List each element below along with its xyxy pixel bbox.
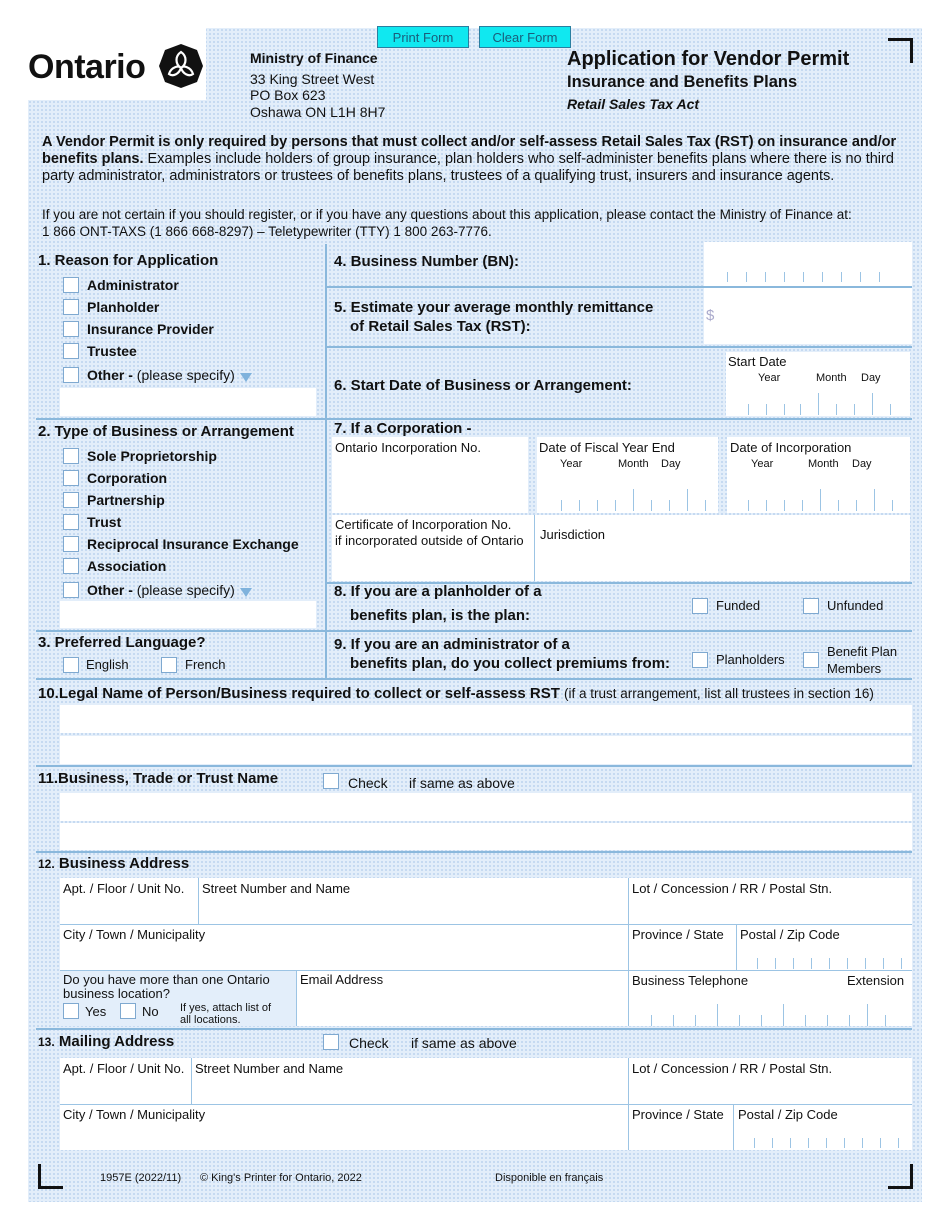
digit-separator-tick xyxy=(727,272,728,282)
digit-separator-tick xyxy=(765,272,766,282)
m-apt-label: Apt. / Floor / Unit No. xyxy=(63,1061,185,1076)
digit-separator-tick xyxy=(808,1138,809,1148)
section10-number: 10. xyxy=(38,685,59,702)
intro-paragraph xyxy=(42,134,912,185)
digit-separator-tick xyxy=(827,1015,828,1026)
digit-separator-tick xyxy=(849,1015,850,1026)
planholder-checkbox[interactable] xyxy=(63,299,79,315)
administrator-checkbox[interactable] xyxy=(63,277,79,293)
mailing-same-label: if same as above xyxy=(411,1035,517,1051)
digit-separator-tick xyxy=(901,958,902,969)
legal-name-input-line2[interactable] xyxy=(60,736,912,764)
more-locations-line1: Do you have more than one Ontario xyxy=(63,972,270,987)
m-lot-label: Lot / Concession / RR / Postal Stn. xyxy=(632,1061,833,1076)
print-form-button[interactable]: Print Form xyxy=(377,26,469,48)
currency-symbol: $ xyxy=(706,307,715,324)
digit-separator-tick xyxy=(687,489,688,511)
attach-list-line2: all locations. xyxy=(180,1014,241,1026)
inc-day-label: Day xyxy=(852,458,872,470)
unfunded-checkbox[interactable] xyxy=(803,598,819,614)
b-postal-input[interactable] xyxy=(737,944,912,970)
business-other-label xyxy=(87,582,235,598)
business-other-text: Other - xyxy=(87,582,133,598)
digit-separator-tick xyxy=(766,500,767,511)
b-prov-input[interactable] xyxy=(629,944,736,970)
fiscal-month-label: Month xyxy=(618,458,649,470)
digit-separator-tick xyxy=(829,958,830,969)
french-availability: Disponible en français xyxy=(495,1172,604,1184)
form-code: 1957E (2022/11) xyxy=(100,1172,182,1184)
digit-separator-tick xyxy=(705,500,706,511)
certificate-divider xyxy=(534,515,535,581)
trustee-checkbox[interactable] xyxy=(63,343,79,359)
section1-title: 1. Reason for Application xyxy=(38,252,219,269)
reason-other-text: Other - xyxy=(87,367,133,383)
planholders-checkbox[interactable] xyxy=(692,652,708,668)
section6-title: 6. Start Date of Business or Arrangement: xyxy=(334,377,632,394)
section10-text: Legal Name of Person/Business required to collect or self-assess RST xyxy=(58,685,560,702)
monthly-remittance-input[interactable] xyxy=(704,288,912,344)
corporation-checkbox[interactable] xyxy=(63,470,79,486)
digit-separator-tick xyxy=(844,1138,845,1148)
b-email-label: Email Address xyxy=(300,972,384,987)
divider-s2 xyxy=(36,630,326,632)
digit-separator-tick xyxy=(669,500,670,511)
ministry-name: Ministry of Finance xyxy=(250,50,378,66)
b-street-input[interactable] xyxy=(199,898,628,924)
business-other-input[interactable] xyxy=(60,601,316,628)
digit-separator-tick xyxy=(772,1138,773,1148)
funded-label: Funded xyxy=(716,598,761,613)
english-label: English xyxy=(86,657,129,672)
more-locations-no-label: No xyxy=(142,1004,159,1019)
m-postal-input[interactable] xyxy=(734,1124,912,1150)
m-row1-divider xyxy=(60,1104,912,1105)
b-extension-label: Extension xyxy=(847,973,905,988)
form-title: Application for Vendor Permit xyxy=(567,48,850,70)
more-locations-no-checkbox[interactable] xyxy=(120,1003,136,1019)
b-street-label: Street Number and Name xyxy=(202,881,351,896)
digit-separator-tick xyxy=(860,272,861,282)
french-label: French xyxy=(185,657,226,672)
digit-separator-tick xyxy=(766,404,767,415)
trust-label: Trust xyxy=(87,514,122,530)
trillium-logo-icon xyxy=(157,42,205,90)
contact-line2: 1 866 ONT-TAXS (1 866 668-8297) – Teletypewriter (TTY) 1 800 263-7776. xyxy=(42,224,492,239)
digit-separator-tick xyxy=(874,489,875,511)
digit-separator-tick xyxy=(775,958,776,969)
digit-separator-tick xyxy=(856,500,857,511)
digit-separator-tick xyxy=(784,404,785,415)
trade-name-input-line2[interactable] xyxy=(60,823,912,850)
b-phone-input[interactable] xyxy=(629,990,912,1026)
reason-other-input[interactable] xyxy=(60,388,316,416)
b-city-label: City / Town / Municipality xyxy=(63,927,206,942)
corner-mark-bottom-right xyxy=(888,1164,913,1189)
reason-other-specify: (please specify) xyxy=(136,367,235,383)
planholders-label: Planholders xyxy=(716,652,785,667)
m-city-label: City / Town / Municipality xyxy=(63,1107,206,1122)
clear-form-button[interactable]: Clear Form xyxy=(479,26,571,48)
reciprocal-insurance-label: Reciprocal Insurance Exchange xyxy=(87,536,299,552)
funded-checkbox[interactable] xyxy=(692,598,708,614)
benefit-plan-label-line1: Benefit Plan xyxy=(827,644,898,659)
b-lot-label: Lot / Concession / RR / Postal Stn. xyxy=(632,881,833,896)
divider-s5 xyxy=(326,346,912,348)
m-lot-input[interactable] xyxy=(629,1078,912,1104)
business-number-input[interactable] xyxy=(704,242,912,286)
digit-separator-tick xyxy=(793,958,794,969)
attach-list-line1: If yes, attach list of xyxy=(180,1002,272,1014)
digit-separator-tick xyxy=(862,1138,863,1148)
section12-title xyxy=(38,855,189,872)
incorporation-date-label: Date of Incorporation xyxy=(730,440,852,455)
mailing-check-label: Check xyxy=(349,1035,389,1051)
trust-checkbox[interactable] xyxy=(63,514,79,530)
more-locations-line2: business location? xyxy=(63,986,170,1001)
digit-separator-tick xyxy=(673,1015,674,1026)
section5-title-line2: of Retail Sales Tax (RST): xyxy=(350,318,531,335)
divider-s10 xyxy=(36,765,912,767)
section10-title xyxy=(38,685,874,702)
digit-separator-tick xyxy=(739,1015,740,1026)
trustee-label: Trustee xyxy=(87,343,137,359)
b-email-input[interactable] xyxy=(297,990,628,1026)
start-month-label: Month xyxy=(816,372,847,384)
section4-title: 4. Business Number (BN): xyxy=(334,253,520,270)
digit-separator-tick xyxy=(880,1138,881,1148)
digit-separator-tick xyxy=(898,1138,899,1148)
insurance-provider-label: Insurance Provider xyxy=(87,321,214,337)
trade-name-same-label: if same as above xyxy=(409,775,515,791)
digit-separator-tick xyxy=(783,1004,784,1026)
partnership-label: Partnership xyxy=(87,492,165,508)
ontario-logo-text: Ontario xyxy=(28,48,146,86)
section3-title: 3. Preferred Language? xyxy=(38,634,206,651)
b-city-input[interactable] xyxy=(60,944,628,970)
association-checkbox[interactable] xyxy=(63,558,79,574)
reason-other-label xyxy=(87,367,235,383)
digit-separator-tick xyxy=(885,1015,886,1026)
more-locations-yes-label: Yes xyxy=(85,1004,107,1019)
digit-separator-tick xyxy=(822,272,823,282)
business-other-checkbox[interactable] xyxy=(63,582,79,598)
mailing-same-checkbox[interactable] xyxy=(323,1034,339,1050)
insurance-provider-checkbox[interactable] xyxy=(63,321,79,337)
digit-separator-tick xyxy=(784,272,785,282)
start-date-label: Start Date xyxy=(728,354,787,369)
m-street-label: Street Number and Name xyxy=(195,1061,344,1076)
m-city-input[interactable] xyxy=(60,1124,628,1150)
section5-title-line1: 5. Estimate your average monthly remittance xyxy=(334,299,654,316)
benefit-plan-members-checkbox[interactable] xyxy=(803,652,819,668)
digit-separator-tick xyxy=(757,958,758,969)
form-act: Retail Sales Tax Act xyxy=(567,96,700,112)
association-label: Association xyxy=(87,558,167,574)
section13-text: Mailing Address xyxy=(58,1033,175,1050)
digit-separator-tick xyxy=(805,1015,806,1026)
digit-separator-tick xyxy=(811,958,812,969)
b-row1-divider xyxy=(60,924,912,925)
form-subtitle: Insurance and Benefits Plans xyxy=(567,73,798,91)
fiscal-year-label: Year xyxy=(560,458,583,470)
partnership-checkbox[interactable] xyxy=(63,492,79,508)
b-apt-label: Apt. / Floor / Unit No. xyxy=(63,881,185,896)
section2-title: 2. Type of Business or Arrangement xyxy=(38,423,294,440)
digit-separator-tick xyxy=(597,500,598,511)
fiscal-year-end-label: Date of Fiscal Year End xyxy=(539,440,675,455)
section11-title xyxy=(38,770,278,787)
divider-s3-s9 xyxy=(36,678,912,680)
m-street-input[interactable] xyxy=(192,1078,628,1104)
digit-separator-tick xyxy=(826,1138,827,1148)
divider-s11 xyxy=(36,851,912,853)
section12-number: 12. xyxy=(38,857,55,871)
corner-mark-bottom-left xyxy=(38,1164,63,1189)
digit-separator-tick xyxy=(867,1004,868,1026)
jurisdiction-label: Jurisdiction xyxy=(540,527,606,542)
start-year-label: Year xyxy=(758,372,781,384)
digit-separator-tick xyxy=(761,1015,762,1026)
fiscal-day-label: Day xyxy=(661,458,681,470)
english-checkbox[interactable] xyxy=(63,657,79,673)
divider-s1 xyxy=(36,418,912,420)
digit-separator-tick xyxy=(854,404,855,415)
digit-separator-tick xyxy=(883,958,884,969)
section13-title xyxy=(38,1033,174,1050)
reason-other-checkbox[interactable] xyxy=(63,367,79,383)
start-day-label: Day xyxy=(861,372,881,384)
digit-separator-tick xyxy=(561,500,562,511)
section9-title-line2: benefits plan, do you collect premiums from: xyxy=(350,655,671,672)
digit-separator-tick xyxy=(836,404,837,415)
digit-separator-tick xyxy=(633,489,634,511)
corporation-label: Corporation xyxy=(87,470,168,486)
intro-bold-text: A Vendor Permit is only required by persons that must collect and/or self-assess Retail Sales Tax (RST) on insurance and/or benefits plans. xyxy=(42,134,897,167)
trade-name-input-line1[interactable] xyxy=(60,793,912,821)
digit-separator-tick xyxy=(754,1138,755,1148)
planholder-label: Planholder xyxy=(87,299,160,315)
b-prov-label: Province / State xyxy=(632,927,724,942)
unfunded-label: Unfunded xyxy=(827,598,884,613)
corner-mark-top-right xyxy=(888,38,913,63)
section12-text: Business Address xyxy=(58,855,190,872)
m-prov-label: Province / State xyxy=(632,1107,724,1122)
business-other-specify: (please specify) xyxy=(136,582,235,598)
digit-separator-tick xyxy=(579,500,580,511)
b-postal-label: Postal / Zip Code xyxy=(740,927,840,942)
section8-title-line1: 8. If you are a planholder of a xyxy=(334,583,542,600)
certificate-label-line1: Certificate of Incorporation No. xyxy=(335,517,512,532)
section10-note: (if a trust arrangement, list all trustees in section 16) xyxy=(564,686,874,701)
section11-text: Business, Trade or Trust Name xyxy=(58,770,279,787)
digit-separator-tick xyxy=(865,958,866,969)
m-prov-input[interactable] xyxy=(629,1124,733,1150)
more-locations-yes-checkbox[interactable] xyxy=(63,1003,79,1019)
digit-separator-tick xyxy=(695,1015,696,1026)
legal-name-input-line1[interactable] xyxy=(60,705,912,733)
digit-separator-tick xyxy=(746,272,747,282)
divider-s12 xyxy=(36,1028,912,1030)
b-apt-input[interactable] xyxy=(60,898,198,924)
contact-line1: If you are not certain if you should register, or if you have any questions about this application, please contact the Ministry of Finance at: xyxy=(42,207,852,222)
section8-title-line2: benefits plan, is the plan: xyxy=(350,607,531,624)
m-apt-input[interactable] xyxy=(60,1078,191,1104)
reciprocal-insurance-checkbox[interactable] xyxy=(63,536,79,552)
benefit-plan-label-line2: Members xyxy=(827,661,882,676)
section9-title-line1: 9. If you are an administrator of a xyxy=(334,636,570,653)
digit-separator-tick xyxy=(717,1004,718,1026)
digit-separator-tick xyxy=(818,393,819,415)
sole-proprietorship-label: Sole Proprietorship xyxy=(87,448,217,464)
ministry-address-line1: 33 King Street West xyxy=(250,71,375,87)
digit-separator-tick xyxy=(790,1138,791,1148)
copyright: © King's Printer for Ontario, 2022 xyxy=(200,1172,362,1184)
digit-separator-tick xyxy=(879,272,880,282)
digit-separator-tick xyxy=(651,1015,652,1026)
digit-separator-tick xyxy=(890,404,891,415)
digit-separator-tick xyxy=(847,958,848,969)
dropdown-arrow-icon[interactable] xyxy=(240,373,252,382)
sole-proprietorship-checkbox[interactable] xyxy=(63,448,79,464)
digit-separator-tick xyxy=(892,500,893,511)
digit-separator-tick xyxy=(748,500,749,511)
digit-separator-tick xyxy=(802,500,803,511)
digit-separator-tick xyxy=(803,272,804,282)
inc-month-label: Month xyxy=(808,458,839,470)
digit-separator-tick xyxy=(838,500,839,511)
ministry-address-line2: PO Box 623 xyxy=(250,87,326,103)
m-postal-label: Postal / Zip Code xyxy=(738,1107,838,1122)
section11-number: 11. xyxy=(38,770,59,787)
b-phone-label: Business Telephone xyxy=(632,973,749,988)
digit-separator-tick xyxy=(820,489,821,511)
ontario-incorporation-label: Ontario Incorporation No. xyxy=(335,440,481,455)
certificate-label-line2: if incorporated outside of Ontario xyxy=(335,533,524,548)
column-divider xyxy=(325,244,327,678)
dropdown-arrow-icon[interactable] xyxy=(240,588,252,597)
digit-separator-tick xyxy=(615,500,616,511)
digit-separator-tick xyxy=(872,393,873,415)
digit-separator-tick xyxy=(651,500,652,511)
trade-name-same-checkbox[interactable] xyxy=(323,773,339,789)
digit-separator-tick xyxy=(800,404,801,415)
ministry-address-line3: Oshawa ON L1H 8H7 xyxy=(250,104,386,120)
trade-name-check-label: Check xyxy=(348,775,388,791)
section7-title: 7. If a Corporation - xyxy=(334,420,472,437)
digit-separator-tick xyxy=(784,500,785,511)
section13-number: 13. xyxy=(38,1035,55,1049)
french-checkbox[interactable] xyxy=(161,657,177,673)
intro-rest-text: Examples include holders of group insurance, plan holders who self-administer benefits plans where there is no third party administrator, administrators or trustees of benefits plans, trustees of a qualifying trust, insurers and insurance agents. xyxy=(42,151,894,184)
b-lot-input[interactable] xyxy=(629,898,912,924)
digit-separator-tick xyxy=(748,404,749,415)
administrator-label: Administrator xyxy=(87,277,179,293)
digit-separator-tick xyxy=(841,272,842,282)
divider-s8 xyxy=(326,630,912,632)
inc-year-label: Year xyxy=(751,458,774,470)
